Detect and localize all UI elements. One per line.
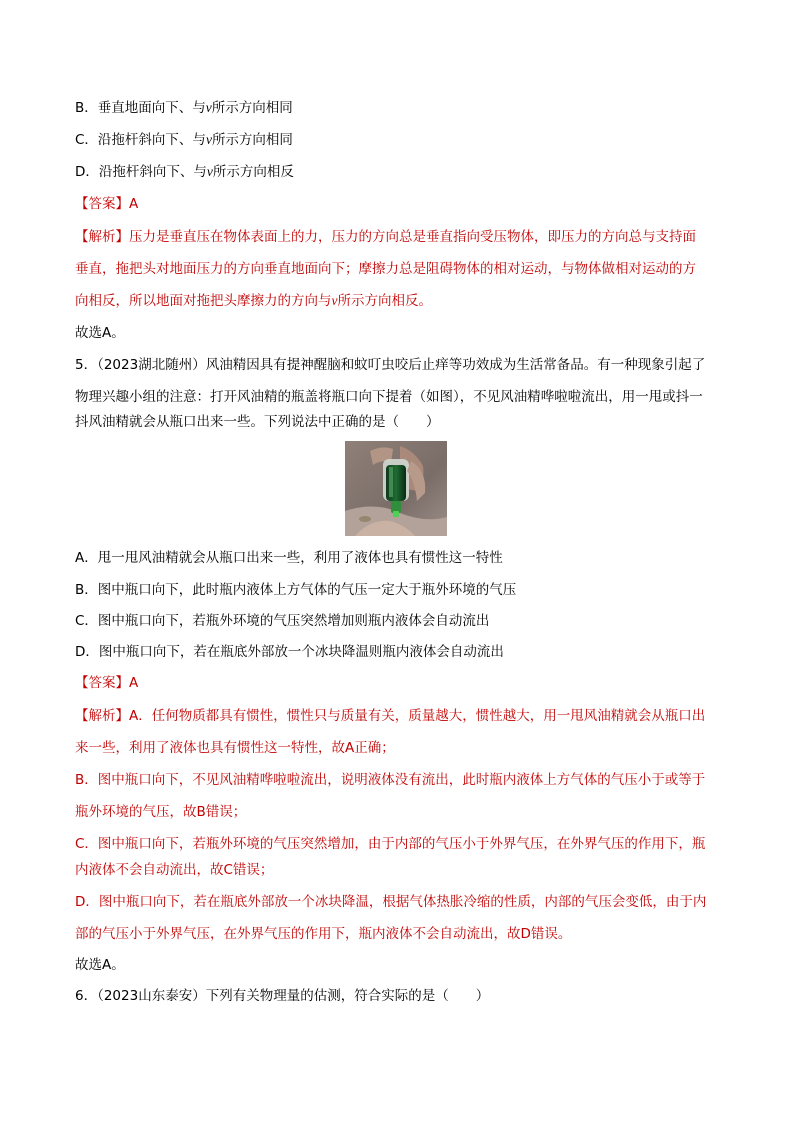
oil-bottle-illustration — [345, 441, 447, 536]
analysis-text: 压力是垂直压在物体表面上的力，压力的方向总是垂直指向受压物体，即压力的方向总与支持面 — [129, 229, 696, 245]
analysis-label: 【解析】 — [75, 229, 129, 245]
q5-stem-line-1: 5．（2023湖北随州）风油精因具有提神醒脑和蚊叮虫咬后止痒等功效成为生活常备品。有一种现象引起了 — [75, 357, 706, 373]
q4-analysis-line-2: 垂直，拖把头对地面压力的方向垂直地面向下；摩擦力总是阻碍物体的相对运动，与物体做相对运动的方 — [75, 261, 696, 277]
analysis-text-end: 所示方向相反。 — [337, 293, 432, 309]
q4-option-d-text: D．沿拖杆斜向下、与 — [75, 164, 207, 180]
q4-option-c-text-end: 所示方向相同 — [211, 132, 293, 148]
answer-value: A — [129, 675, 139, 691]
q5-analysis-a-2: 来一些，利用了液体也具有惯性这一特性，故A正确； — [75, 740, 395, 756]
q5-stem-line-2: 物理兴趣小组的注意：打开风油精的瓶盖将瓶口向下提着（如图），不见风油精哗啦啦流出，用一甩或抖一 — [75, 389, 703, 405]
q4-option-c — [75, 130, 293, 150]
analysis-text: A．任何物质都具有惯性，惯性只与质量有关，质量越大，惯性越大，用一甩风油精就会从瓶口出 — [129, 708, 706, 724]
q5-option-a: A．甩一甩风油精就会从瓶口出来一些，利用了液体也具有惯性这一特性 — [75, 550, 503, 566]
velocity-symbol: v — [331, 293, 338, 308]
q5-analysis-d-2: 部的气压小于外界气压，在外界气压的作用下，瓶内液体不会自动流出，故D错误。 — [75, 926, 572, 942]
q4-option-d — [75, 162, 294, 182]
q4-answer — [75, 194, 138, 214]
q5-analysis-c-1: C．图中瓶口向下，若瓶外环境的气压突然增加，由于内部的气压小于外界气压，在外界气压的作用下，瓶 — [75, 836, 706, 852]
q5-analysis-c-2: 内液体不会自动流出，故C错误； — [75, 862, 274, 878]
q4-option-b-text-end: 所示方向相同 — [211, 100, 293, 116]
oil-bottle-photo — [345, 441, 447, 536]
q5-option-d: D．图中瓶口向下，若在瓶底外部放一个冰块降温则瓶内液体会自动流出 — [75, 644, 504, 660]
answer-label: 【答案】 — [75, 196, 129, 212]
answer-label: 【答案】 — [75, 675, 129, 691]
velocity-symbol: v — [206, 164, 213, 179]
q4-analysis-line-3 — [75, 291, 432, 311]
velocity-symbol: v — [205, 100, 212, 115]
q5-analysis-b-2: 瓶外环境的气压，故B错误； — [75, 804, 247, 820]
q5-option-c: C．图中瓶口向下，若瓶外环境的气压突然增加则瓶内液体会自动流出 — [75, 613, 490, 629]
q5-analysis-d-1: D．图中瓶口向下，若在瓶底外部放一个冰块降温，根据气体热胀冷缩的性质，内部的气压会变低，由于内 — [75, 894, 707, 910]
q5-analysis-a-1 — [75, 706, 705, 726]
q4-option-c-text: C．沿拖杆斜向下、与 — [75, 132, 206, 148]
q4-option-d-text-end: 所示方向相反 — [212, 164, 294, 180]
q5-conclusion: 故选A。 — [75, 957, 125, 973]
analysis-text: 向相反，所以地面对拖把头摩擦力的方向与 — [75, 293, 332, 309]
q4-conclusion: 故选A。 — [75, 325, 125, 341]
analysis-label: 【解析】 — [75, 708, 129, 724]
q4-analysis-line-1 — [75, 227, 696, 247]
q5-analysis-b-1: B．图中瓶口向下，不见风油精哗啦啦流出，说明液体没有流出，此时瓶内液体上方气体的气压小于或等于 — [75, 772, 706, 788]
q4-option-b-text: B．垂直地面向下、与 — [75, 100, 206, 116]
q4-option-b — [75, 98, 293, 118]
q5-option-b: B．图中瓶口向下，此时瓶内液体上方气体的气压一定大于瓶外环境的气压 — [75, 582, 517, 598]
velocity-symbol: v — [205, 132, 212, 147]
answer-value: A — [129, 196, 139, 212]
q5-answer — [75, 673, 138, 693]
q5-stem-line-3: 抖风油精就会从瓶口出来一些。下列说法中正确的是（ ） — [75, 414, 440, 430]
q6-stem: 6．（2023山东泰安）下列有关物理量的估测，符合实际的是（ ） — [75, 988, 490, 1004]
